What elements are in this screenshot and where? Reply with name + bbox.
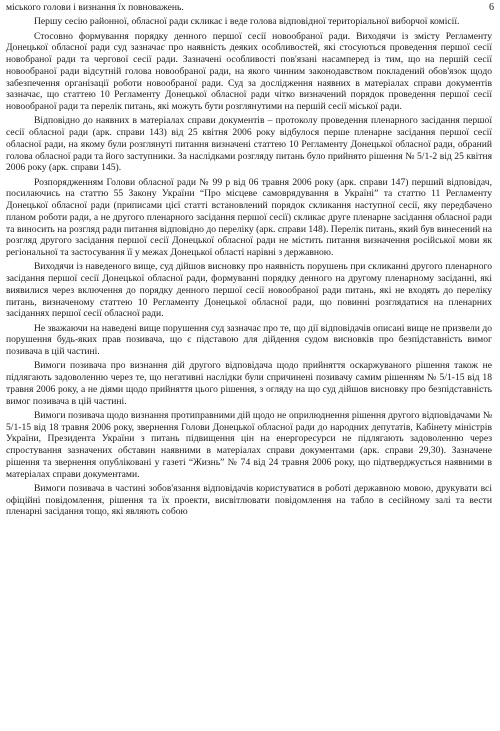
paragraph-4: Відповідно до наявних в матеріалах справи документів – протоколу проведення пленарного засідання першої сесії обласної ради (арк. справи 143) від 25 квітня 2006 року відбулося перше пленарне засідання першої сесії обласної ради, на якому були розглянуті питання визначені статтею 10 Регламенту Донецької обласної ради, обраний голова обласної ради та його заступники. За наслідками розгляду питань було прийнято рішення № 5/1-2 від 25 квітня 2006 року (арк. справи 145). xyxy=(6,115,492,174)
paragraph-1: міського голови і визнання їх повноважень. xyxy=(6,2,184,13)
paragraph-2: Першу сесію районної, обласної ради скликає і веде голова відповідної територіальної виборчої комісії. xyxy=(34,16,460,28)
paragraph-7: Не зважаючи на наведені вище порушення суд зазначає про те, що дії відповідачів описані вище не призвели до порушення будь-яких прав позивача, що є підставою для дійдення судом висновків про безпідставність вимог позивача в цій частині. xyxy=(6,322,493,357)
paragraph-9: Вимоги позивача щодо визнання протиправними дій щодо не оприлюднення рішення другого відповідачами № 5/1-15 від 18 травня 2006 року, звернення Голови Донецької обласної ради до народних депутатів, Кабінету міністрів України, Президента України з питань підвищення цін на енергоресурси не підлягають задоволенню через спростування зазначених обставин наявними в матеріалах справи документами (арк. справи 29,30). Зазначене рішення та звернення опубліковані у газеті “Жизнь” № 74 від 24 травня 2006 року, що підтверджується наявними в матеріалах справи документами. xyxy=(6,409,492,480)
paragraph-10: Вимоги позивача в частині зобов'язання відповідачів користуватися в роботі державною мовою, друкувати всі офіційні повідомлення, рішення та їх проекти, висвітлювати повідомлення на табло в сесійному залі та вести пленарні засідання тощо, які являють собою xyxy=(6,482,492,518)
paragraph-8: Вимоги позивача про визнання дій другого відповідача щодо прийняття оскаржуваного рішення також не підлягають задоволенню через те, що негативні наслідки були спричинені позивачу самим рішенням № 5/1-15 від 18 травня 2006 року, а не діями щодо прийняття цього рішення, з огляду на що суд дійшов висновку про безпідставність вимог позивача в цій частині. xyxy=(6,360,492,407)
page-number: 6 xyxy=(489,2,494,13)
paragraph-6: Виходячи із наведеного вище, суд дійшов висновку про наявність порушень при скликанні другого пленарного засідання першої сесії Донецької обласної ради, формуванні порядку денного на другому пленарному засіданні, які виявилися через включення до порядку денного першої сесії новообраної ради питань, які не входять до переліку питань, визначеному статтею 10 Регламенту Донецької обласної ради, що повинні розглядатися на пленарних засіданнях першої сесії обласної ради. xyxy=(6,261,492,320)
paragraph-3: Стосовно формування порядку денного першої сесії новообраної ради. Виходячи із змісту Регламенту Донецької обласної ради суд зазначає про наявність деяких особливостей, які стосуються проведення першої сесії новобраної ради та чергової сесії ради. Зазначені особливості пов'язані насамперед із тим, що на першій сесії новообраної ради відсутній голова новообраної ради, на якого чинним законодавством покладений обов'язок щодо забезпечення організації роботи новообраної ради. Суд за дослідження наявних в матеріалах справи документів зазначає, що статтею 10 Регламенту Донецької обласної ради чітко визначений порядок проведення першої сесії новообраної ради та перелік питань, які можуть бути розглянутими на першій сесії міської ради. xyxy=(6,30,492,112)
paragraph-5: Розпорядженням Голови обласної ради № 99 р від 06 травня 2006 року (арк. справи 147) перший відповідач, посилаючись на статтю 55 Закону України “Про місцеве самоврядування в Україні” та статтю 11 Регламенту Донецької обласної ради (приписами цієї статті встановлений порядок скликання наступної сесії, яку передбачено планом роботи ради, а не другого пленарного засідання першої сесії) скликає друге пленарне засідання обласної ради та виносить на розгляд ради питання відповідно до переліку (арк. справи 148). Перелік питань, який був винесений на розгляд другого засідання першої сесії Донецької обласної ради не містить питання визначення російської мови як регіональної та застосування її у межах Донецької області нарівні з державною. xyxy=(6,176,492,258)
